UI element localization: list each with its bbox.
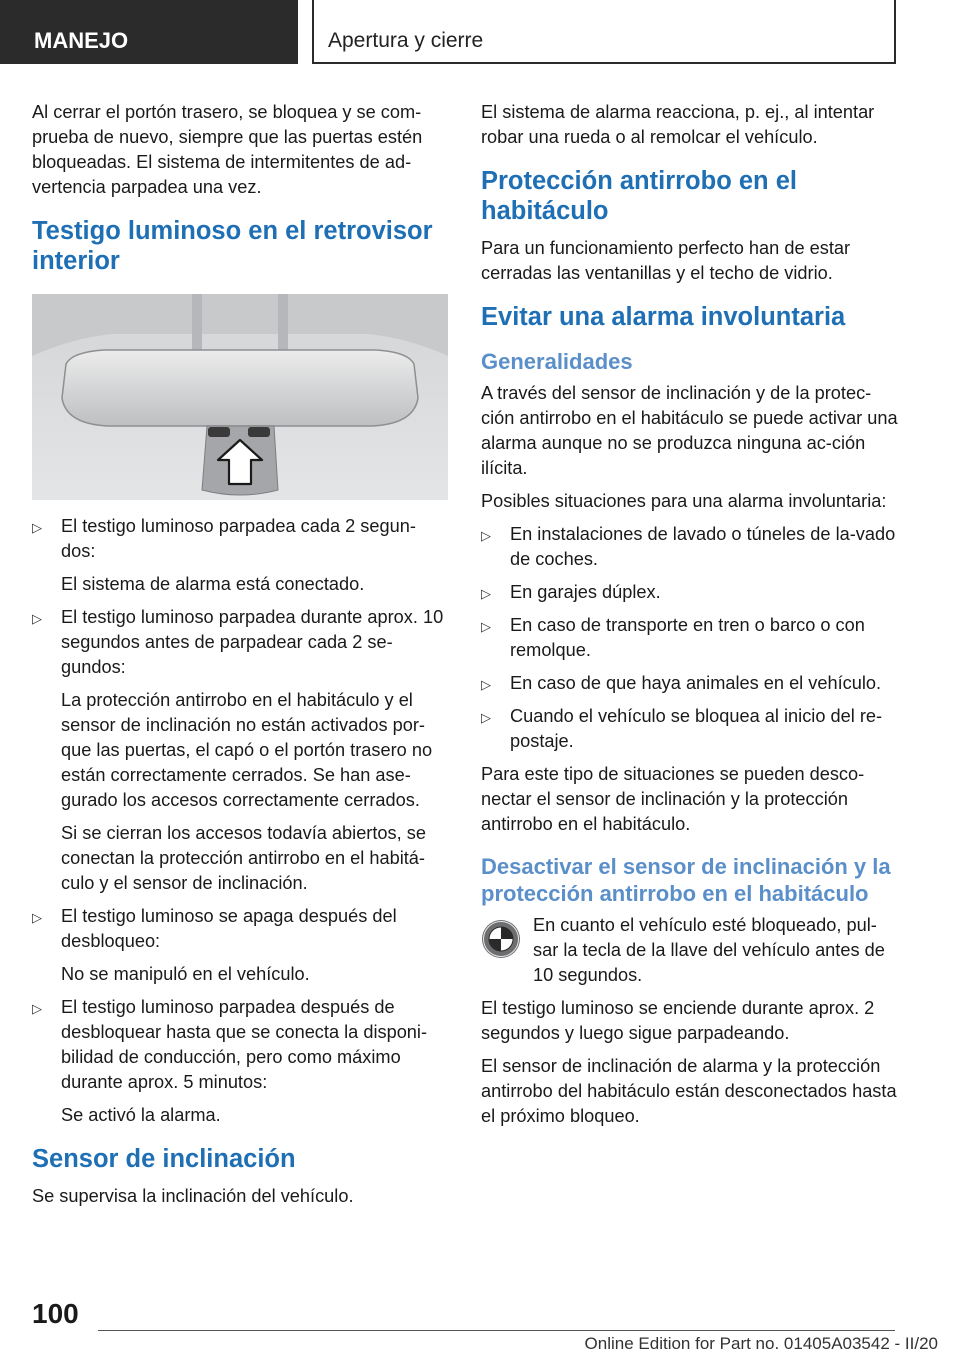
list-item: ▷ Cuando el vehículo se bloquea al inicio del re-postaje.: [481, 706, 883, 751]
footer-divider: [98, 1330, 895, 1331]
interior-paragraph: Para un funcionamiento perfecto han de estar cerradas las ventanillas y el techo de vidrio.: [481, 238, 851, 283]
chapter-title: Apertura y cierre: [312, 0, 896, 64]
alarm-reacts-paragraph: El sistema de alarma reacciona, p. ej., al intentar robar una rueda o al remolcar el vehículo.: [481, 102, 875, 147]
triangle-right-icon: ▷: [32, 611, 42, 626]
triangle-right-icon: ▷: [32, 910, 42, 925]
list-item: ▷ En caso de que haya animales en el vehículo.: [481, 671, 899, 696]
heading-avoid-alarm: Evitar una alarma involuntaria: [481, 303, 846, 331]
deactivate-instruction: En cuanto el vehículo esté bloqueado, pul-sar la tecla de la llave del vehículo antes de 10 segundos.: [481, 913, 899, 988]
tilt-paragraph: Se supervisa la inclinación del vehículo.: [32, 1186, 354, 1206]
triangle-right-icon: ▷: [32, 1001, 42, 1016]
list-item: ▷ En instalaciones de lavado o túneles de la-vado de coches.: [481, 524, 896, 569]
list-item: ▷ El testigo luminoso parpadea después de desbloquear hasta que se conecta la disponi-bilidad de conducción, pero como máximo durante aprox. 5 minutos: Se activó la alarma.: [32, 997, 428, 1125]
indicator-states-list: [32, 514, 450, 1128]
intro-paragraph: Al cerrar el portón trasero, se bloquea y se com-prueba de nuevo, siempre que las puertas estén bloqueadas. El sistema de intermitentes de ad-vertencia parpadea una vez.: [32, 102, 423, 197]
rearview-mirror-illustration: [32, 294, 448, 500]
list-item: ▷ El testigo luminoso parpadea durante aprox. 10 segundos antes de parpadear cada 2 se-gundos: La protección antirrobo en el habitáculo y el sensor de inclinación no están activados por-que las puertas, el capó o el portón trasero no están correctamente cerrados. Se han ase-gurado los accesos correctamente cerrados. Si se cierran los accesos todavía abiertos, se conectan la protección antirrobo en el habitá-culo y el sensor de inclinación.: [32, 607, 444, 893]
triangle-right-icon: ▷: [481, 677, 491, 692]
situations-intro: Posibles situaciones para una alarma involuntaria:: [481, 491, 887, 511]
right-column: [481, 100, 899, 1137]
situations-list: [481, 522, 899, 754]
edition-note: Online Edition for Part no. 01405A03542 - II/20: [584, 1334, 938, 1353]
triangle-right-icon: ▷: [481, 710, 491, 725]
triangle-right-icon: ▷: [481, 528, 491, 543]
list-item: ▷ En caso de transporte en tren o barco o con remolque.: [481, 615, 865, 660]
heading-general: Generalidades: [481, 349, 633, 374]
section-title: MANEJO: [0, 0, 298, 64]
deactivate-paragraph-3: El sensor de inclinación de alarma y la protección antirrobo del habitáculo están desconectados hasta el próximo bloqueo.: [481, 1056, 897, 1126]
triangle-right-icon: ▷: [481, 586, 491, 601]
page-number: 100: [32, 1298, 79, 1329]
situations-after-paragraph: Para este tipo de situaciones se pueden desco-nectar el sensor de inclinación y la protección antirrobo en el habitáculo.: [481, 764, 865, 834]
heading-deactivate: Desactivar el sensor de inclinación y la protección antirrobo en el habitáculo: [481, 854, 891, 906]
heading-interior-protection: Protección antirrobo en el habitáculo: [481, 167, 797, 225]
triangle-right-icon: ▷: [481, 619, 491, 634]
general-paragraph: A través del sensor de inclinación y de la protec-ción antirrobo en el habitáculo se puede activar una alarma aunque no se produzca ninguna ac-ción ilícita.: [481, 383, 898, 478]
heading-indicator-light: Testigo luminoso en el retrovisor interior: [32, 217, 433, 275]
bmw-logo-icon: [481, 919, 521, 959]
heading-tilt-sensor: Sensor de inclinación: [32, 1145, 296, 1173]
left-column: [32, 100, 450, 1217]
deactivate-paragraph-2: El testigo luminoso se enciende durante aprox. 2 segundos y luego sigue parpadeando.: [481, 998, 875, 1043]
list-item: ▷ El testigo luminoso se apaga después del desbloqueo: No se manipuló en el vehículo.: [32, 906, 397, 984]
list-item: ▷ En garajes dúplex.: [481, 580, 899, 605]
list-item: ▷ El testigo luminoso parpadea cada 2 segun-dos: El sistema de alarma está conectado.: [32, 516, 416, 594]
triangle-right-icon: ▷: [32, 520, 42, 535]
